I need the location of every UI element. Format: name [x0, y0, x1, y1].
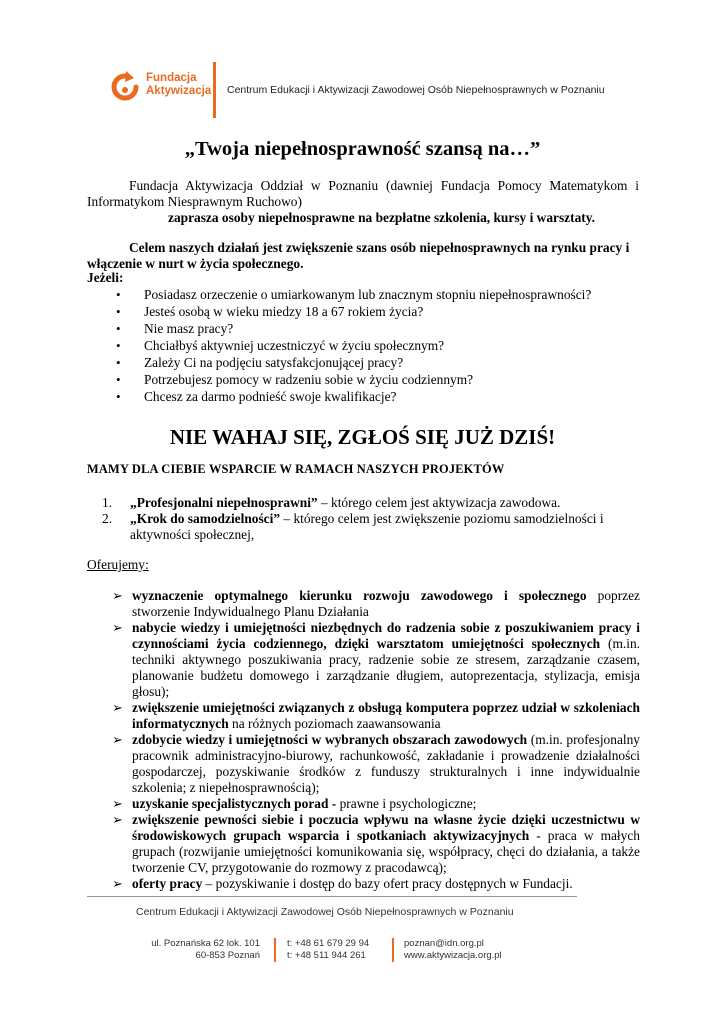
footer-city: 60-853 Poznań — [195, 950, 260, 961]
offer-item — [112, 620, 640, 700]
logo-text — [146, 72, 211, 98]
condition-item: • Chcesz za darmo podnieść swoje kwalifikacje? — [116, 388, 636, 405]
jezeli-label: Jeżeli: — [87, 270, 124, 285]
goal-paragraph: Celem naszych działań jest zwiększenie szans osób niepełnosprawnych na rynku pracy i włączenie w nurt w życia społecznego. — [87, 240, 630, 271]
project-desc: – którego celem jest zwiększenie poziomu samodzielności i aktywności społecznej, — [130, 511, 604, 542]
condition-item: • Jesteś osobą w wieku miedzy 18 a 67 rokiem życia? — [116, 303, 636, 320]
arrow-bullet-icon: ➢ — [112, 812, 123, 827]
offer-heading: Oferujemy: — [87, 557, 149, 572]
offer-rest: poprzez stworzenie Indywidualnego Planu Działania — [132, 588, 641, 619]
intro-invitation: zaprasza osoby niepełnosprawne na bezpłatne szkolenia, kursy i warsztaty. — [168, 210, 596, 225]
offer-rest: na różnych poziomach zaawansowania — [228, 716, 441, 731]
fundacja-logo-icon — [110, 70, 140, 104]
project-number: 2. — [102, 511, 113, 526]
arrow-bullet-icon: ➢ — [112, 796, 123, 811]
arrow-bullet-icon: ➢ — [112, 700, 123, 715]
footer-street: ul. Poznańska 62 lok. 101 — [151, 938, 260, 949]
arrow-bullet-icon: ➢ — [112, 620, 123, 635]
condition-item: • Chciałbyś aktywniej uczestniczyć w życiu społecznym? — [116, 337, 636, 354]
project-item — [102, 495, 622, 511]
footer-address — [144, 938, 260, 962]
footer-email[interactable]: poznan@idn.org.pl — [404, 938, 484, 949]
project-desc: – którego celem jest aktywizacja zawodowa. — [317, 495, 561, 510]
project-item — [102, 511, 622, 543]
header-org-name: Centrum Edukacji i Aktywizacji Zawodowej Osób Niepełnosprawnych w Poznaniu — [227, 84, 605, 96]
logo-line-1: Fundacja — [146, 72, 197, 84]
offer-bold: zwiększenie umiejętności związanych z obsługą komputera poprzez udział w szkoleniach informatycznych — [132, 700, 640, 731]
offer-bold: zwiększenie pewności siebie i poczucia wpływu na własne życie dzięki uczestnictwu w środowiskowych grupach wsparcia i spotkaniach aktywizacyjnych — [132, 812, 640, 843]
header-divider — [213, 62, 216, 118]
footer-website[interactable]: www.aktywizacja.org.pl — [404, 950, 502, 961]
offer-bold: nabycie wiedzy i umiejętności niezbędnych do radzenia sobie z poszukiwaniem pracy i czynnościami życia codziennego, dzięki warsztatom umiejętności społecznych — [132, 620, 640, 651]
footer-phone-2: t: +48 511 944 261 — [287, 950, 366, 961]
footer-contact — [404, 938, 502, 962]
footer-separator — [274, 938, 276, 962]
arrow-bullet-icon: ➢ — [112, 588, 123, 603]
project-name: „Profesjonalni niepełnosprawni” — [130, 495, 318, 510]
offer-rest: - praca w małych grupach (rozwijanie umiejętności komunikowania się, współpracy, chęci do działania, a także tworzenie CV, przygotowanie do rozmowy z pracodawcą); — [132, 828, 640, 875]
offer-item — [112, 700, 640, 732]
arrow-bullet-icon: ➢ — [112, 876, 123, 891]
conditions-list — [116, 286, 636, 405]
logo-line-2: Aktywizacja — [146, 85, 212, 97]
offer-bold: zdobycie wiedzy i umiejętności w wybranych obszarach zawodowych — [132, 732, 528, 747]
footer-phones — [287, 938, 369, 962]
intro-paragraph: Fundacja Aktywizacja Oddział w Poznaniu (dawniej Fundacja Pomocy Matematykom i Informatykom Niesprawnym Ruchowo) — [87, 178, 639, 209]
call-to-action-heading: NIE WAHAJ SIĘ, ZGŁOŚ SIĘ JUŻ DZIŚ! — [169, 425, 556, 449]
footer-divider — [87, 896, 577, 897]
offer-bold: uzyskanie specjalistycznych porad - — [132, 796, 337, 811]
offer-item — [112, 588, 640, 620]
offer-item — [112, 876, 640, 892]
condition-item: • Posiadasz orzeczenie o umiarkowanym lub znacznym stopniu niepełnosprawności? — [116, 286, 636, 303]
offer-rest: – pozyskiwanie i dostęp do bazy ofert pracy dostępnych w Fundacji. — [202, 876, 573, 891]
offers-list — [112, 588, 640, 892]
offer-rest: (m.in. profesjonalny pracownik administracyjno-biurowy, rachunkowość, zakładanie i prowadzenie działalności gospodarczej, pozyskiwanie środków z funduszy strukturalnych i inne indywidualnie szkolenia; z niepełnosprawnością); — [132, 732, 641, 795]
project-name: „Krok do samodzielności” — [130, 511, 281, 526]
arrow-bullet-icon: ➢ — [112, 732, 123, 747]
condition-item: • Nie masz pracy? — [116, 320, 636, 337]
offer-bold: oferty pracy — [132, 876, 203, 891]
offer-rest: prawne i psychologiczne; — [336, 796, 477, 811]
footer-separator — [392, 938, 394, 962]
offer-item — [112, 732, 640, 796]
condition-item: • Zależy Ci na podjęciu satysfakcjonującej pracy? — [116, 354, 636, 371]
footer-org-name: Centrum Edukacji i Aktywizacji Zawodowej Osób Niepełnosprawnych w Poznaniu — [136, 906, 514, 918]
page-title: „Twoja niepełnosprawność szansą na…” — [184, 138, 541, 160]
footer-phone-1: t: +48 61 679 29 94 — [287, 938, 370, 949]
project-number: 1. — [102, 495, 113, 510]
condition-item: • Potrzebujesz pomocy w radzeniu sobie w życiu codziennym? — [116, 371, 636, 388]
offer-item — [112, 796, 640, 812]
support-heading: MAMY DLA CIEBIE WSPARCIE W RAMACH NASZYCH PROJEKTÓW — [87, 462, 505, 476]
projects-list — [102, 495, 622, 543]
offer-rest: (m.in. techniki aktywnego poszukiwania pracy, radzenie sobie ze stresem, zarządzanie czasem, planowanie budżetu domowego i zarządzanie długiem, autoprezentacja, stylizacja, emisja głosu); — [132, 636, 640, 699]
offer-item — [112, 812, 640, 876]
offer-bold: wyznaczenie optymalnego kierunku rozwoju zawodowego i społecznego — [132, 588, 587, 603]
